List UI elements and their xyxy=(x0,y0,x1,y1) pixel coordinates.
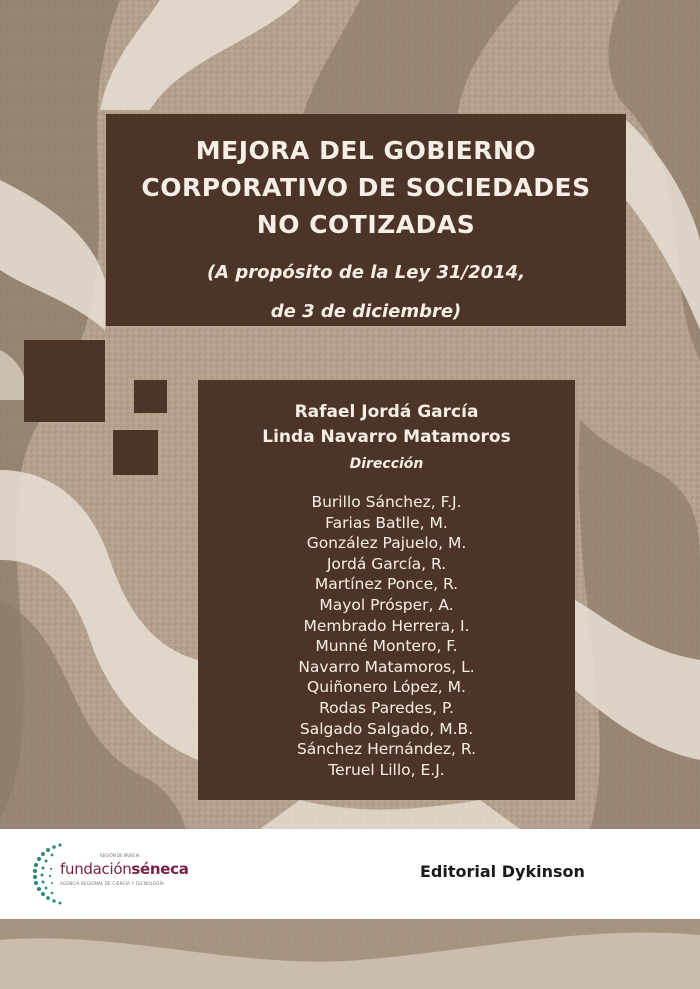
decorative-square-small xyxy=(134,380,167,413)
logo-sub-text: AGENCIA REGIONAL DE CIENCIA Y TECNOLOGÍA xyxy=(60,881,164,886)
title-line: MEJORA DEL GOBIERNO xyxy=(195,136,537,165)
director-name: Linda Navarro Matamoros xyxy=(262,427,511,447)
contributor-name: Rodas Paredes, P. xyxy=(319,698,454,717)
fundacion-seneca-logo xyxy=(30,839,200,911)
book-title xyxy=(106,114,626,243)
title-line: CORPORATIVO DE SOCIEDADES xyxy=(141,173,591,202)
contributor-name: Navarro Matamoros, L. xyxy=(298,657,475,676)
contributor-name: Martínez Ponce, R. xyxy=(314,575,459,594)
contributor-name: Membrado Herrera, I. xyxy=(303,616,470,635)
contributor-name: Farias Batlle, M. xyxy=(325,513,448,532)
directors-section xyxy=(198,380,575,476)
logo-wordmark-bold: séneca xyxy=(131,860,189,878)
contributor-name: Jordá García, R. xyxy=(326,554,447,573)
subtitle-line: (A propósito de la Ley 31/2014, xyxy=(206,262,526,283)
publisher-name: Editorial Dykinson xyxy=(420,862,585,881)
contributors-list xyxy=(198,492,575,780)
contributor-name: Quiñonero López, M. xyxy=(307,678,466,697)
contributor-name: González Pajuelo, M. xyxy=(306,534,467,553)
logo-wordmark-regular: fundación xyxy=(60,860,132,878)
title-line: NO COTIZADAS xyxy=(256,210,476,239)
director-name: Rafael Jordá García xyxy=(294,402,479,422)
subtitle-line: de 3 de diciembre) xyxy=(270,301,462,322)
contributor-name: Munné Montero, F. xyxy=(315,637,458,656)
title-box xyxy=(106,114,626,326)
decorative-square-large xyxy=(24,340,105,422)
logo-wordmark xyxy=(60,860,189,878)
decorative-square-medium xyxy=(113,430,158,475)
book-subtitle xyxy=(106,243,626,331)
contributor-name: Sánchez Hernández, R. xyxy=(296,740,477,759)
authors-box xyxy=(198,380,575,800)
contributor-name: Teruel Lillo, E.J. xyxy=(328,760,445,779)
footer-band xyxy=(0,829,700,919)
logo-top-text: REGIÓN DE MURCIA xyxy=(100,853,140,858)
contributor-name: Salgado Salgado, M.B. xyxy=(299,719,474,738)
direction-label: Dirección xyxy=(349,456,424,472)
contributor-name: Mayol Prósper, A. xyxy=(319,595,454,614)
contributor-name: Burillo Sánchez, F.J. xyxy=(311,493,462,511)
